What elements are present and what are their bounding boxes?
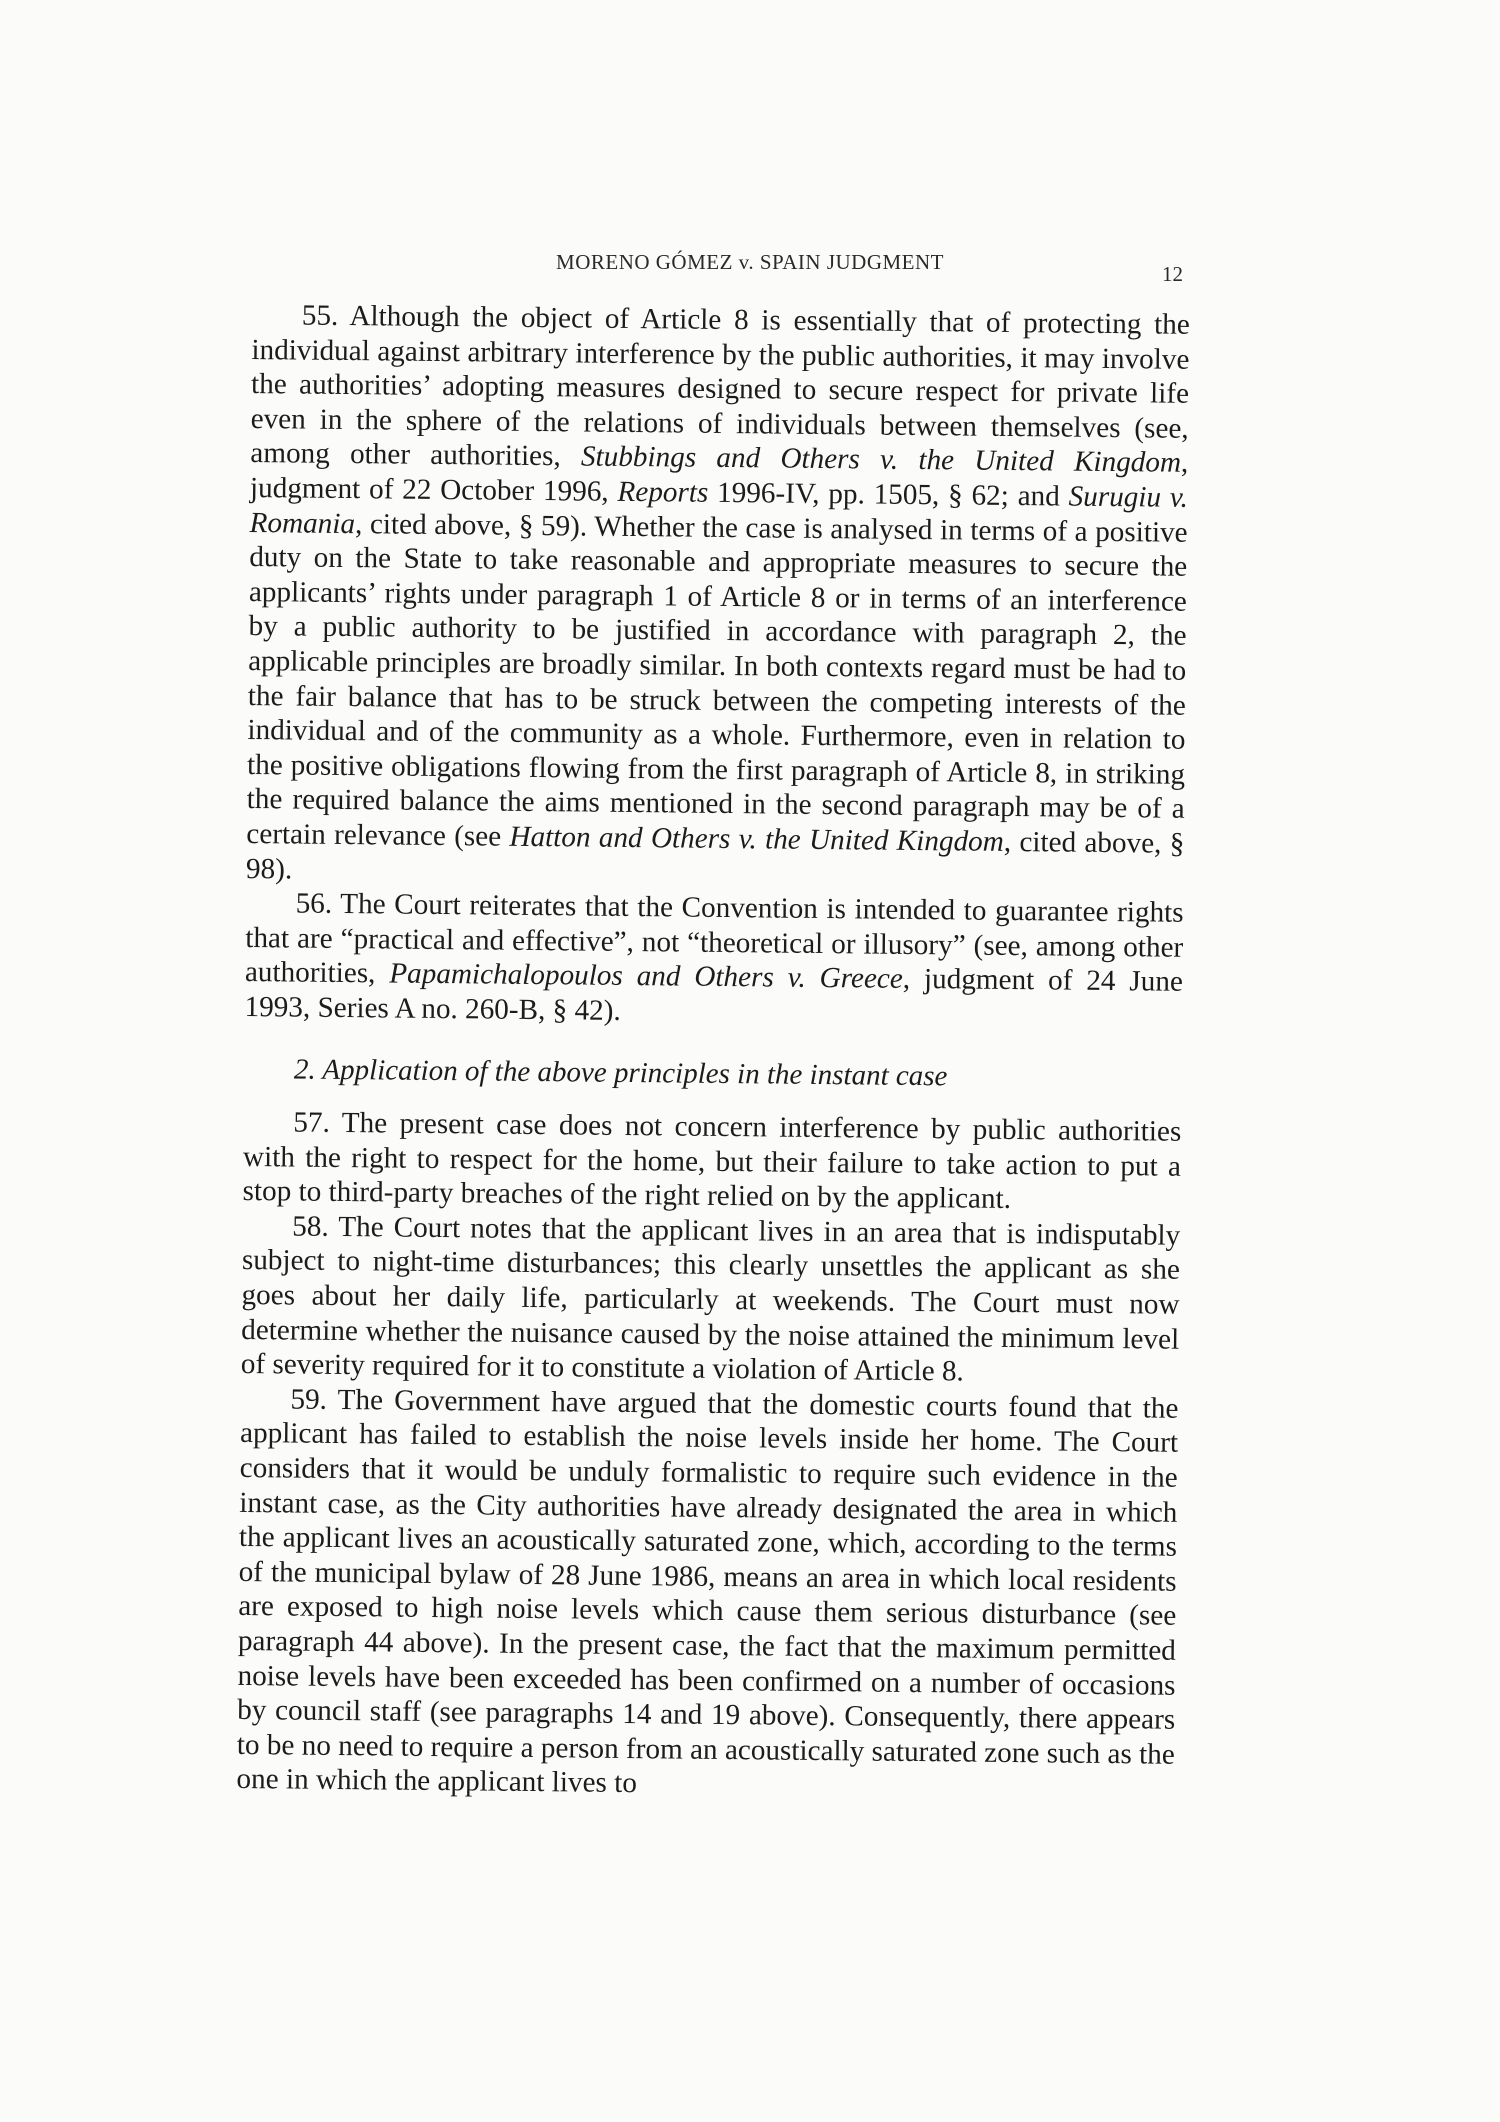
paragraph-55 bbox=[246, 298, 1190, 896]
p55-text-2: , judgment of 22 October 1996, bbox=[249, 447, 1189, 508]
p56-text-1: 56. The Court reiterates that the Convention is intended to guarantee rights that are “practical and effective”, not “theoretical or illusory” (see, among other authorities, bbox=[244, 887, 1184, 990]
case-citation-surugiu: Surugiu v. Romania bbox=[249, 480, 1189, 540]
p55-text-1: 55. Although the object of Article 8 is essentially that of protecting the individual against arbitrary interference by the public authorities, it may involve the authorities’ adopting measures designed to secure respect for private life even in the sphere of the relations of individuals between themselves (see, among other authorities, bbox=[250, 299, 1190, 473]
reports-citation: Reports bbox=[617, 475, 709, 509]
case-citation-hatton: Hatton and Others v. the United Kingdom bbox=[509, 820, 1004, 858]
p56-text-2: , judgment of 24 June 1993, Series A no. 260-B, § 42). bbox=[244, 963, 1184, 1027]
case-citation-papamichalopoulos: Papamichalopoulos and Others v. Greece bbox=[389, 957, 903, 996]
section-subheading: 2. Application of the above principles in the instant case bbox=[293, 1053, 948, 1093]
running-header: MORENO GÓMEZ v. SPAIN JUDGMENT bbox=[556, 250, 944, 274]
case-citation-stubbings: Stubbings and Others v. the United Kingdom bbox=[580, 440, 1182, 480]
p55-text-3: 1996-IV, pp. 1505, § 62; and bbox=[708, 476, 1069, 513]
paragraph-58: 58. The Court notes that the applicant lives in an area that is indisputably subject to night-time disturbances; this clearly unsettles the applicant as she goes about her daily life, particularly at weekends. The Court must now determine whether the nuisance caused by the noise attained the minimum level of severity required for it to constitute a violation of Article 8. bbox=[240, 1210, 1181, 1388]
p55-text-4: , cited above, § 59). Whether the case is analysed in terms of a positive duty on the State to take reasonable and appropriate measures to secure the applicants’ rights under paragraph 1 of Article 8 or in terms of an interference by a public authority to be justified in accordance with paragraph 2, the applicable principles are broadly similar. In both contexts regard must be had to the fair balance that has to be struck between the competing interests of the individual and of the community as a whole. Furthermore, even in relation to the positive obligations flowing from the first paragraph of Article 8, in striking the required balance the aims mentioned in the second paragraph may be of a certain relevance (see bbox=[246, 507, 1188, 853]
judgment-body bbox=[236, 298, 1190, 1807]
page-number: 12 bbox=[1162, 262, 1183, 286]
paragraph-56 bbox=[244, 886, 1183, 1034]
p55-text-5: , cited above, § 98). bbox=[245, 825, 1185, 885]
paragraph-59: 59. The Government have argued that the domestic courts found that the applicant has failed to establish the noise levels inside her home. The Court considers that it would be unduly formalistic to require such evidence in the instant case, as the City authorities have already designated the area in which the applicant lives an acoustically saturated zone, which, according to the terms of the municipal bylaw of 28 June 1986, means an area in which local residents are exposed to high noise levels which cause them serious disturbance (see paragraph 44 above). In the present case, the fact that the maximum permitted noise levels have been exceeded has been confirmed on a number of occasions by council staff (see paragraphs 14 and 19 above). Consequently, there appears to be no need to require a person from an acoustically saturated zone such as the one in which the applicant lives to bbox=[236, 1383, 1179, 1800]
paragraph-57: 57. The present case does not concern interference by public authorities with the right to respect for the home, but their failure to take action to put a stop to third-party breaches of the right relied on by the applicant. bbox=[242, 1106, 1182, 1216]
